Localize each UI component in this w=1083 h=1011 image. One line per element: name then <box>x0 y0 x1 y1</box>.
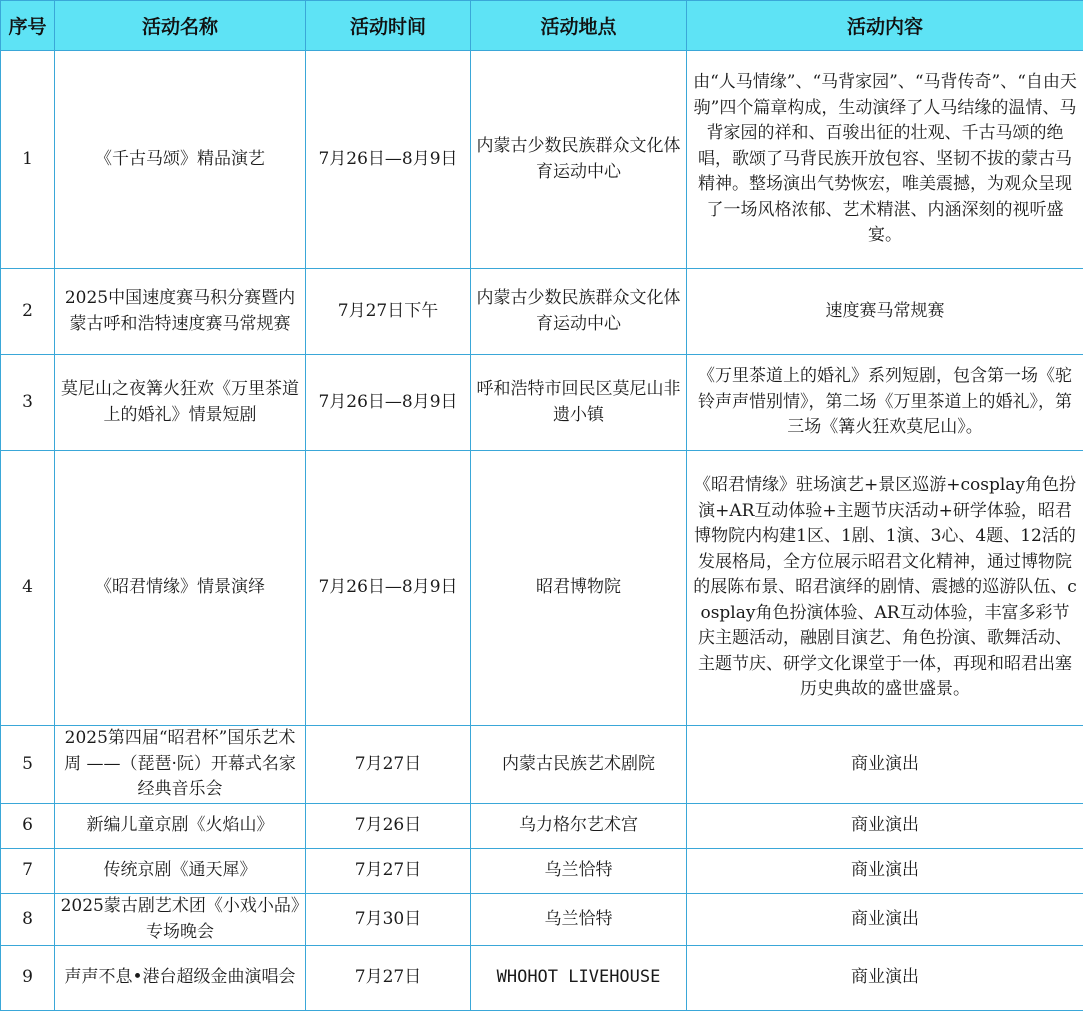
event-place: 呼和浩特市回民区莫尼山非遗小镇 <box>471 355 687 451</box>
event-content: 商业演出 <box>687 946 1083 1011</box>
header-number: 序号 <box>1 1 55 51</box>
header-event-name: 活动名称 <box>55 1 306 51</box>
event-place: 乌力格尔艺术宫 <box>471 804 687 849</box>
table-row <box>1 355 1083 451</box>
event-time: 7月26日—8月9日 <box>306 451 471 726</box>
event-time: 7月27日 <box>306 726 471 804</box>
row-number: 3 <box>1 355 55 451</box>
event-place: 昭君博物院 <box>471 451 687 726</box>
header-row <box>1 1 1083 51</box>
event-content: 商业演出 <box>687 894 1083 946</box>
event-place: 内蒙古少数民族群众文化体育运动中心 <box>471 51 687 269</box>
header-event-place: 活动地点 <box>471 1 687 51</box>
header-event-content: 活动内容 <box>687 1 1083 51</box>
row-number: 2 <box>1 269 55 355</box>
event-content: 速度赛马常规赛 <box>687 269 1083 355</box>
table-row <box>1 946 1083 1011</box>
event-name: 2025中国速度赛马积分赛暨内蒙古呼和浩特速度赛马常规赛 <box>55 269 306 355</box>
event-content: 商业演出 <box>687 849 1083 894</box>
event-content: 商业演出 <box>687 726 1083 804</box>
event-time: 7月26日—8月9日 <box>306 355 471 451</box>
event-name: 《昭君情缘》情景演绎 <box>55 451 306 726</box>
row-number: 4 <box>1 451 55 726</box>
row-number: 6 <box>1 804 55 849</box>
row-number: 1 <box>1 51 55 269</box>
event-place: WHOHOT LIVEHOUSE <box>471 946 687 1011</box>
event-name: 莫尼山之夜篝火狂欢《万里茶道上的婚礼》情景短剧 <box>55 355 306 451</box>
event-place: 内蒙古民族艺术剧院 <box>471 726 687 804</box>
event-time: 7月27日 <box>306 946 471 1011</box>
event-content: 由“人马情缘”、“马背家园”、“马背传奇”、“自由天驹”四个篇章构成，生动演绎了人马结缘的温情、马背家园的祥和、百骏出征的壮观、千古马颂的绝唱，歌颂了马背民族开放包容、坚韧不拔的蒙古马精神。整场演出气势恢宏，唯美震撼，为观众呈现了一场风格浓郁、艺术精湛、内涵深刻的视听盛宴。 <box>687 51 1083 269</box>
event-time: 7月26日—8月9日 <box>306 51 471 269</box>
row-number: 9 <box>1 946 55 1011</box>
event-content: 商业演出 <box>687 804 1083 849</box>
event-name: 2025第四届“昭君杯”国乐艺术周 ——（琵琶·阮）开幕式名家经典音乐会 <box>55 726 306 804</box>
event-time: 7月27日下午 <box>306 269 471 355</box>
row-number: 7 <box>1 849 55 894</box>
event-time: 7月27日 <box>306 849 471 894</box>
event-name: 新编儿童京剧《火焰山》 <box>55 804 306 849</box>
table-row <box>1 451 1083 726</box>
table-row <box>1 51 1083 269</box>
event-name: 声声不息•港台超级金曲演唱会 <box>55 946 306 1011</box>
table-row <box>1 804 1083 849</box>
row-number: 8 <box>1 894 55 946</box>
event-name: 传统京剧《通天犀》 <box>55 849 306 894</box>
table-row <box>1 894 1083 946</box>
event-time: 7月30日 <box>306 894 471 946</box>
event-place: 内蒙古少数民族群众文化体育运动中心 <box>471 269 687 355</box>
event-content: 《万里茶道上的婚礼》系列短剧，包含第一场《驼铃声声惜别情》，第二场《万里茶道上的婚礼》，第三场《篝火狂欢莫尼山》。 <box>687 355 1083 451</box>
event-content: 《昭君情缘》驻场演艺+景区巡游+cosplay角色扮演+AR互动体验+主题节庆活动+研学体验，昭君博物院内构建1区、1剧、1演、3心、4题、12活的发展格局，全方位展示昭君文化精神，通过博物院的展陈布景、昭君演绎的剧情、震撼的巡游队伍、cosplay角色扮演体验、AR互动体验，丰富多彩节庆主题活动，融剧目演艺、角色扮演、歌舞活动、主题节庆、研学文化课堂于一体，再现和昭君出塞历史典故的盛世盛景。 <box>687 451 1083 726</box>
row-number: 5 <box>1 726 55 804</box>
event-name: 《千古马颂》精品演艺 <box>55 51 306 269</box>
table-row <box>1 849 1083 894</box>
header-event-time: 活动时间 <box>306 1 471 51</box>
event-place: 乌兰恰特 <box>471 849 687 894</box>
event-name: 2025蒙古剧艺术团《小戏小品》专场晚会 <box>55 894 306 946</box>
event-place: 乌兰恰特 <box>471 894 687 946</box>
table-row <box>1 726 1083 804</box>
event-time: 7月26日 <box>306 804 471 849</box>
table-row <box>1 269 1083 355</box>
